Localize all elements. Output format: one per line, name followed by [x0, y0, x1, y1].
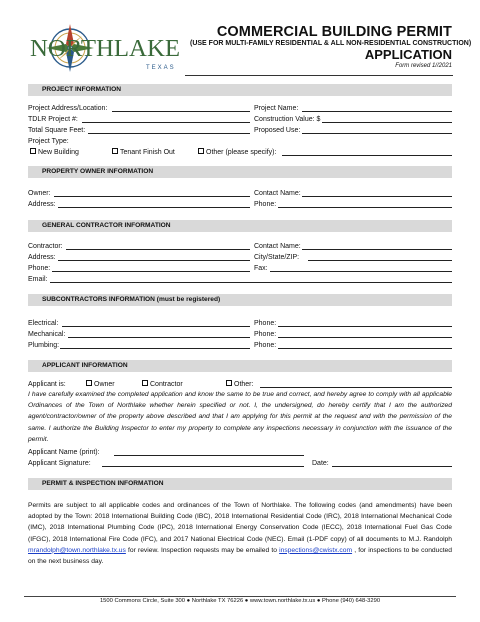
section-project-header [28, 84, 452, 96]
owner-contact-line[interactable] [302, 196, 452, 197]
applicant-owner-checkbox[interactable] [86, 380, 92, 386]
other-type-label: Other (please specify): [206, 149, 277, 156]
footer-divider [24, 596, 456, 597]
plumbing-phone-label: Phone: [254, 342, 277, 349]
tenant-finish-label: Tenant Finish Out [120, 149, 175, 156]
contractor-phone-label: Phone: [28, 265, 51, 272]
applicant-name-field[interactable] [28, 448, 304, 457]
electrical-field[interactable] [28, 319, 250, 328]
new-building-checkbox[interactable] [30, 148, 36, 154]
project-type-label: Project Type: [28, 138, 69, 145]
page-subtitle: (USE FOR MULTI-FAMILY RESIDENTIAL & ALL NON-RESIDENTIAL CONSTRUCTION) [190, 40, 472, 47]
contractor-city-line[interactable] [308, 260, 452, 261]
project-name-field[interactable] [254, 104, 452, 113]
electrical-phone-field[interactable] [254, 319, 452, 328]
contractor-contact-field[interactable] [254, 242, 452, 251]
project-type-new[interactable] [30, 148, 79, 157]
contractor-address-line[interactable] [58, 260, 250, 261]
plumbing-line[interactable] [60, 348, 250, 349]
contractor-phone-line[interactable] [52, 271, 250, 272]
mechanical-phone-field[interactable] [254, 330, 452, 339]
contractor-fax-line[interactable] [270, 271, 452, 272]
applicant-name-label: Applicant Name (print): [28, 449, 100, 456]
contractor-contact-label: Contact Name: [254, 243, 301, 250]
contractor-contact-line[interactable] [302, 249, 452, 250]
applicant-signature-field[interactable] [28, 459, 304, 468]
applicant-date-field[interactable] [312, 459, 452, 468]
contractor-email-line[interactable] [50, 282, 452, 283]
applicant-owner-label: Owner [94, 381, 115, 388]
applicant-name-line[interactable] [114, 455, 304, 456]
tdlr-project-line[interactable] [82, 122, 250, 123]
tdlr-project-label: TDLR Project #: [28, 116, 78, 123]
construction-value-line[interactable] [322, 122, 452, 123]
applicant-other-checkbox[interactable] [226, 380, 232, 386]
owner-contact-field[interactable] [254, 189, 452, 198]
permit-paragraph [28, 500, 452, 567]
proposed-use-line[interactable] [302, 133, 452, 134]
logo-wordmark: NORTHLAKE [30, 36, 180, 62]
owner-label: Owner: [28, 190, 51, 197]
page-title: COMMERCIAL BUILDING PERMIT [216, 24, 452, 40]
application-label: APPLICATION [364, 47, 452, 62]
owner-field[interactable] [28, 189, 250, 198]
project-name-label: Project Name: [254, 105, 299, 112]
logo-subtext: TEXAS [146, 65, 176, 71]
section-project-title: PROJECT INFORMATION [42, 85, 122, 93]
plumbing-field[interactable] [28, 341, 250, 350]
total-sqft-label: Total Square Feet: [28, 127, 86, 134]
section-permit-title: PERMIT & INSPECTION INFORMATION [42, 479, 164, 487]
mechanical-phone-line[interactable] [278, 337, 452, 338]
applicant-signature-line[interactable] [102, 466, 304, 467]
section-applicant-title: APPLICANT INFORMATION [42, 361, 128, 369]
permit-text-1: Permits are subject to all applicable codes and ordinances of the Town of Northlake. The following codes (and amendments) have been adopted by the Town: 2018 International Building Code (IBC), 2018 International Residential Code (IRC), 2018 International Mechanical Code (IMC), 2018 International Plumbing Code (IPC), 2018 International Energy Conservation Code (IECC), 2018 International Fuel Gas Code (IFGC), 2018 International Fire Code (IFC), and 2017 National Electrical Code (NEC). Email (1-PDF copy) of all documents to M.J. Randolph [28, 502, 452, 543]
project-type-other[interactable] [198, 148, 452, 157]
contractor-label: Contractor: [28, 243, 63, 250]
electrical-label: Electrical: [28, 320, 59, 327]
contractor-email-label: Email: [28, 276, 48, 283]
inspections-email-link[interactable]: inspections@cwistx.com [279, 546, 353, 554]
applicant-contractor-option[interactable] [142, 380, 183, 389]
electrical-line[interactable] [62, 326, 250, 327]
construction-value-label: Construction Value: $ [254, 116, 321, 123]
mechanical-line[interactable] [68, 337, 250, 338]
contractor-address-label: Address: [28, 254, 56, 261]
project-address-line[interactable] [112, 111, 250, 112]
section-subcontractors-title: SUBCONTRACTORS INFORMATION (must be registered) [42, 295, 221, 303]
section-applicant-header [28, 360, 452, 372]
section-permit-header [28, 478, 452, 490]
construction-value-field[interactable] [254, 115, 452, 124]
other-type-checkbox[interactable] [198, 148, 204, 154]
tenant-finish-checkbox[interactable] [112, 148, 118, 154]
other-type-line[interactable] [282, 155, 452, 156]
owner-address-field[interactable] [28, 200, 250, 209]
project-address-field[interactable] [28, 104, 250, 113]
contractor-field[interactable] [28, 242, 250, 251]
owner-phone-line[interactable] [278, 207, 452, 208]
applicant-signature-label: Applicant Signature: [28, 460, 91, 467]
permit-text-3: , for inspections to be conducted on the next business day. [28, 546, 452, 566]
applicant-contractor-label: Contractor [150, 381, 183, 388]
mechanical-label: Mechanical: [28, 331, 66, 338]
electrical-phone-label: Phone: [254, 320, 277, 327]
applicant-owner-option[interactable] [86, 380, 115, 389]
owner-line[interactable] [54, 196, 250, 197]
applicant-date-line[interactable] [332, 466, 452, 467]
owner-contact-label: Contact Name: [254, 190, 301, 197]
applicant-other-line[interactable] [260, 387, 452, 388]
owner-address-line[interactable] [58, 207, 250, 208]
contractor-city-label: City/State/ZIP: [254, 254, 300, 261]
contractor-phone-field[interactable] [28, 264, 250, 273]
mechanical-field[interactable] [28, 330, 250, 339]
randolph-email-link[interactable]: mrandolph@town.northlake.tx.us [28, 546, 126, 554]
applicant-other-option[interactable] [226, 380, 452, 389]
contractor-line[interactable] [66, 249, 250, 250]
electrical-phone-line[interactable] [278, 326, 452, 327]
section-contractor-header [28, 220, 452, 232]
new-building-label: New Building [38, 149, 79, 156]
owner-address-label: Address: [28, 201, 56, 208]
contractor-fax-field[interactable] [254, 264, 452, 273]
proposed-use-label: Proposed Use: [254, 127, 301, 134]
total-sqft-field[interactable] [28, 126, 250, 135]
project-type-tenant[interactable] [112, 148, 175, 157]
applicant-statement: I have carefully examined the completed application and know the same to be true and correct, and hereby agree to comply with all applicable Ordinances of the Town of Northlake whether herein specified or not. I, the undersigned, do hereby certify that I am the authorized agent/contractor/owner of the property above described and that I am applying for this permit at the request and with the permission of the same. I authorize the Building Inspector to enter my property to complete any inspections necessary in conjunction with the issuance of the permit. [28, 391, 452, 443]
contractor-fax-label: Fax: [254, 265, 268, 272]
footer-contact: 1500 Commons Circle, Suite 300 ● Northlake TX 76226 ● www.town.northlake.tx.us ● Phone (940) 648-3290 [99, 598, 381, 604]
applicant-contractor-checkbox[interactable] [142, 380, 148, 386]
section-subcontractors-header [28, 294, 452, 306]
contractor-city-field[interactable] [254, 253, 452, 262]
plumbing-phone-field[interactable] [254, 341, 452, 350]
header-divider [185, 75, 453, 76]
total-sqft-line[interactable] [88, 133, 250, 134]
applicant-is-label: Applicant is: [28, 381, 66, 388]
contractor-address-field[interactable] [28, 253, 250, 262]
northlake-logo [26, 22, 184, 80]
permit-text-2: for review. Inspection requests may be emailed to [125, 546, 280, 554]
owner-phone-label: Phone: [254, 201, 277, 208]
tdlr-project-field[interactable] [28, 115, 250, 124]
plumbing-phone-line[interactable] [278, 348, 452, 349]
contractor-email-field[interactable] [28, 275, 452, 284]
project-address-label: Project Address/Location: [28, 105, 108, 112]
owner-phone-field[interactable] [254, 200, 452, 209]
proposed-use-field[interactable] [254, 126, 452, 135]
section-contractor-title: GENERAL CONTRACTOR INFORMATION [42, 221, 171, 229]
plumbing-label: Plumbing: [28, 342, 60, 349]
applicant-other-label: Other: [234, 381, 254, 388]
section-owner-header [28, 166, 452, 178]
section-owner-title: PROPERTY OWNER INFORMATION [42, 167, 154, 175]
mechanical-phone-label: Phone: [254, 331, 277, 338]
project-name-line[interactable] [302, 111, 452, 112]
form-revision: Form revised 1//2021 [395, 63, 452, 69]
applicant-date-label: Date: [312, 460, 329, 467]
